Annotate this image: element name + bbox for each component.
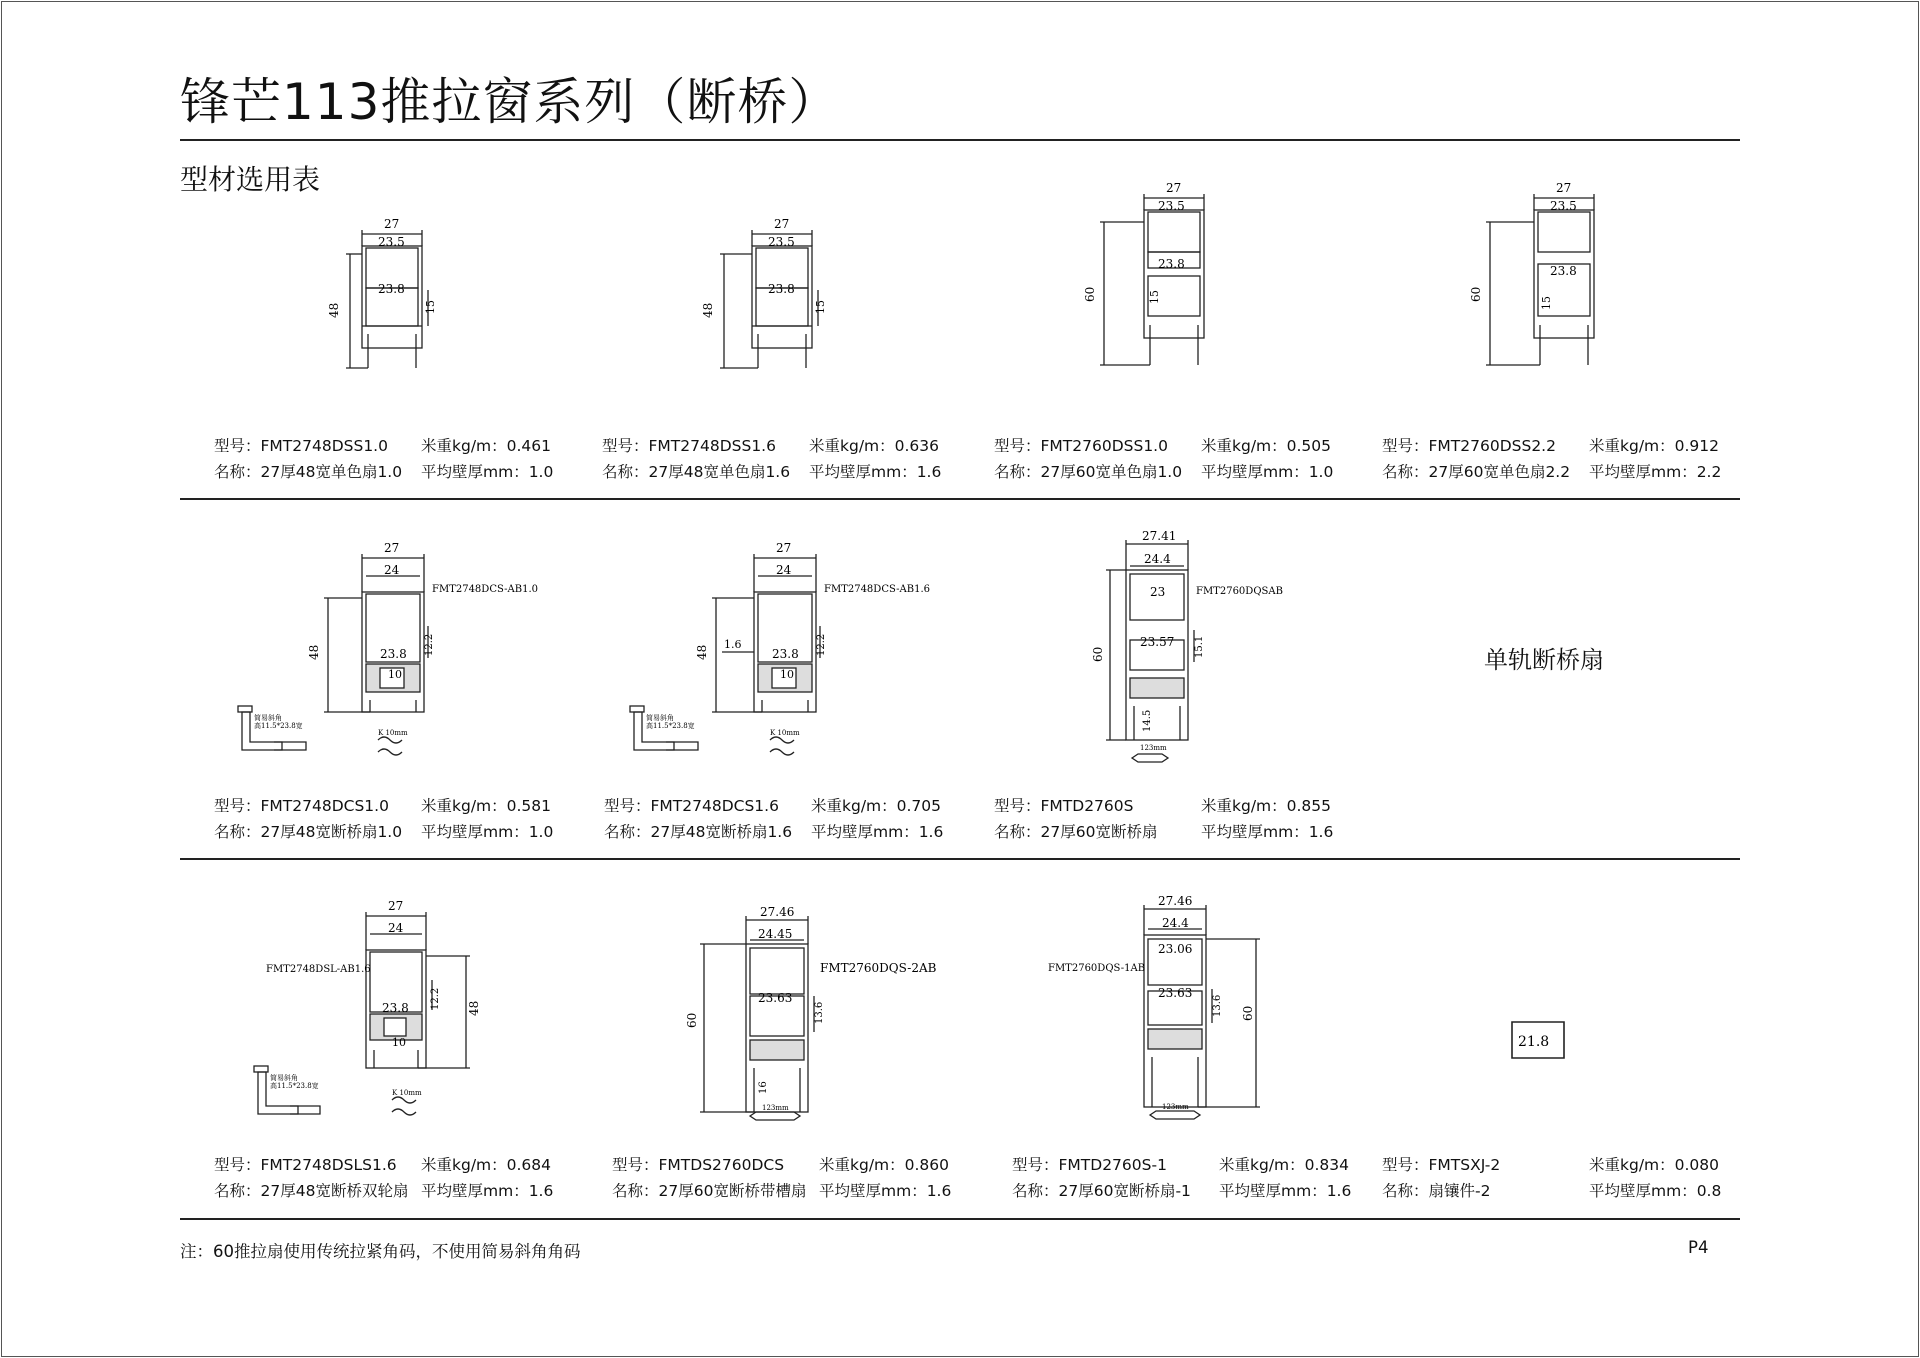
dim-mid: 23.8 bbox=[380, 647, 407, 661]
wall: 平均壁厚mm：1.6 bbox=[809, 463, 942, 481]
key-label: K 10mm bbox=[770, 729, 800, 737]
profile-section-diagram bbox=[230, 540, 560, 770]
wall: 平均壁厚mm：1.0 bbox=[421, 823, 554, 841]
dim-mid: 23.63 bbox=[758, 991, 793, 1005]
profile-section-diagram bbox=[1469, 180, 1628, 370]
profile-section-diagram bbox=[622, 540, 952, 770]
row-rule-3 bbox=[180, 1218, 1740, 1220]
dim-top: 27 bbox=[384, 217, 400, 231]
dim-side: 15 bbox=[424, 300, 437, 314]
profile-drawing-fmtsxj-2 bbox=[1500, 1010, 1580, 1070]
dim-side: 15 bbox=[1540, 296, 1553, 310]
dim-top: 27 bbox=[1556, 181, 1572, 195]
weight: 米重kg/m：0.684 bbox=[421, 1156, 552, 1174]
key-label: K 10mm bbox=[392, 1089, 422, 1097]
dim-inner: 23.5 bbox=[768, 235, 795, 249]
dim-inner: 23.5 bbox=[1550, 199, 1577, 213]
dim-height: 60 bbox=[1083, 286, 1097, 302]
row-rule-1 bbox=[180, 498, 1740, 500]
dim-side: 13.6 bbox=[1212, 994, 1223, 1017]
profile-section-diagram bbox=[1040, 895, 1340, 1125]
dim-mid: 23.06 bbox=[1158, 942, 1193, 956]
model: 型号：FMT2760DSS2.2 bbox=[1382, 437, 1556, 455]
dim-inner: 23.5 bbox=[1158, 199, 1185, 213]
profile-code: FMT2760DQS-1AB bbox=[1048, 963, 1146, 974]
name: 名称：27厚60宽断桥扇 bbox=[994, 823, 1158, 841]
weight: 米重kg/m：0.505 bbox=[1201, 437, 1332, 455]
dim-top: 27.46 bbox=[760, 905, 795, 919]
dim-bot: 10 bbox=[780, 668, 794, 681]
dim-mid2: 23.63 bbox=[1158, 986, 1193, 1000]
dim-height: 48 bbox=[307, 644, 321, 660]
dim-top: 27 bbox=[1166, 181, 1182, 195]
model: 型号：FMTD2760S-1 bbox=[1012, 1156, 1167, 1174]
profile-code: FMT2748DCS-AB1.0 bbox=[432, 584, 539, 595]
strip-label: 123mm bbox=[1140, 744, 1167, 752]
profile-section-diagram bbox=[1500, 1010, 1580, 1070]
name: 名称：27厚48宽单色扇1.6 bbox=[602, 463, 791, 481]
dim-bot: 16 bbox=[758, 1081, 769, 1094]
corner-size: 高11.5*23.8宽 bbox=[270, 1082, 319, 1090]
weight: 米重kg/m：0.855 bbox=[1201, 797, 1332, 815]
wall: 平均壁厚mm：1.6 bbox=[1219, 1182, 1352, 1200]
dim-bot: 10 bbox=[388, 668, 402, 681]
profile-code: FMT2760DQS-2AB bbox=[820, 961, 937, 975]
model: 型号：FMT2748DSLS1.6 bbox=[214, 1156, 397, 1174]
weight: 米重kg/m：0.705 bbox=[811, 797, 942, 815]
weight: 米重kg/m：0.860 bbox=[819, 1156, 950, 1174]
profile-code: FMT2748DCS-AB1.6 bbox=[824, 584, 931, 595]
dim-mid: 23.8 bbox=[772, 647, 799, 661]
dim-inner: 24 bbox=[388, 921, 404, 935]
weight: 米重kg/m：0.834 bbox=[1219, 1156, 1350, 1174]
dim-mid: 23.8 bbox=[382, 1001, 409, 1015]
corner-label: 简易斜角 bbox=[646, 714, 674, 722]
model: 型号：FMT2748DSS1.0 bbox=[214, 437, 388, 455]
dim-top: 27 bbox=[388, 899, 404, 913]
dim-top: 27 bbox=[776, 541, 792, 555]
dim-inner: 24 bbox=[384, 563, 400, 577]
row-rule-2 bbox=[180, 858, 1740, 860]
dim-side: 12.2 bbox=[816, 633, 827, 656]
dim-height: 48 bbox=[695, 644, 709, 660]
dim-height: 60 bbox=[1241, 1005, 1255, 1021]
dim-mid: 23.8 bbox=[1158, 257, 1185, 271]
profile-section-diagram bbox=[680, 900, 980, 1130]
key-label: K 10mm bbox=[378, 729, 408, 737]
strip-label: 123mm bbox=[1162, 1103, 1189, 1111]
dim-side: 12.2 bbox=[424, 633, 435, 656]
dim-inner: 24.45 bbox=[758, 927, 793, 941]
weight: 米重kg/m：0.461 bbox=[421, 437, 552, 455]
wall: 平均壁厚mm：1.6 bbox=[819, 1182, 952, 1200]
dim-extra: 1.6 bbox=[724, 638, 742, 651]
model: 型号：FMTD2760S bbox=[994, 797, 1134, 815]
page-title: 锋芒113推拉窗系列（断桥） bbox=[180, 73, 840, 131]
single-track-label: 单轨断桥扇 bbox=[1484, 646, 1604, 674]
name: 名称：27厚48宽断桥扇1.6 bbox=[604, 823, 793, 841]
dim-inner: 24 bbox=[776, 563, 792, 577]
name: 名称：27厚48宽单色扇1.0 bbox=[214, 463, 403, 481]
model: 型号：FMT2748DCS1.0 bbox=[214, 797, 389, 815]
dim-top: 27.41 bbox=[1142, 529, 1177, 543]
dim-height: 60 bbox=[685, 1012, 699, 1028]
dim-height: 60 bbox=[1091, 646, 1105, 662]
profile-section-diagram bbox=[310, 210, 460, 370]
dim-top: 27.46 bbox=[1158, 894, 1193, 908]
dim-mid: 23.8 bbox=[378, 282, 405, 296]
wall: 平均壁厚mm：0.8 bbox=[1589, 1182, 1722, 1200]
title-rule bbox=[180, 139, 1740, 141]
dim-side: 12.2 bbox=[430, 987, 441, 1010]
dim-side: 15.1 bbox=[1194, 635, 1205, 658]
wall: 平均壁厚mm：1.0 bbox=[421, 463, 554, 481]
wall: 平均壁厚mm：1.6 bbox=[1201, 823, 1334, 841]
page-number: P4 bbox=[1688, 1238, 1709, 1257]
corner-size: 高11.5*23.8宽 bbox=[254, 722, 303, 730]
dim-bot: 10 bbox=[392, 1036, 406, 1049]
name: 名称：扇镶件-2 bbox=[1382, 1182, 1491, 1200]
wall: 平均壁厚mm：1.6 bbox=[811, 823, 944, 841]
dim-height: 48 bbox=[701, 302, 715, 318]
name: 名称：27厚48宽断桥双轮扇 bbox=[214, 1182, 409, 1200]
profile-code: FMT2748DSL-AB1.6 bbox=[266, 964, 371, 975]
dim-mid2: 23.57 bbox=[1140, 635, 1175, 649]
weight: 米重kg/m：0.912 bbox=[1589, 437, 1720, 455]
wall: 平均壁厚mm：1.6 bbox=[421, 1182, 554, 1200]
dim-inner: 24.4 bbox=[1162, 916, 1189, 930]
model: 型号：FMTSXJ-2 bbox=[1382, 1156, 1501, 1174]
weight: 米重kg/m：0.080 bbox=[1589, 1156, 1720, 1174]
weight: 米重kg/m：0.636 bbox=[809, 437, 940, 455]
wall: 平均壁厚mm：2.2 bbox=[1589, 463, 1722, 481]
dim-bot: 14.5 bbox=[1142, 709, 1153, 732]
name: 名称：27厚60宽单色扇2.2 bbox=[1382, 463, 1571, 481]
dim-top: 27 bbox=[384, 541, 400, 555]
dim-side: 13.6 bbox=[814, 1001, 825, 1024]
model: 型号：FMT2748DCS1.6 bbox=[604, 797, 779, 815]
name: 名称：27厚60宽单色扇1.0 bbox=[994, 463, 1183, 481]
corner-size: 高11.5*23.8宽 bbox=[646, 722, 695, 730]
profile-section-diagram bbox=[700, 210, 850, 370]
profile-code: FMT2760DQSAB bbox=[1196, 586, 1283, 597]
profile-section-diagram bbox=[230, 900, 560, 1130]
corner-label: 简易斜角 bbox=[270, 1074, 298, 1082]
model: 型号：FMTDS2760DCS bbox=[612, 1156, 785, 1174]
dim-inner: 23.5 bbox=[378, 235, 405, 249]
profile-section-diagram bbox=[1090, 530, 1350, 770]
footnote: 注：60推拉扇使用传统拉紧角码，不使用简易斜角角码 bbox=[180, 1242, 581, 1261]
dim-inner: 21.8 bbox=[1518, 1034, 1550, 1050]
dim-mid: 23 bbox=[1150, 585, 1166, 599]
dim-top: 27 bbox=[774, 217, 790, 231]
dim-height: 60 bbox=[1469, 286, 1483, 302]
corner-label: 简易斜角 bbox=[254, 714, 282, 722]
name: 名称：27厚60宽断桥扇-1 bbox=[1012, 1182, 1191, 1200]
section-subtitle: 型材选用表 bbox=[180, 163, 321, 196]
weight: 米重kg/m：0.581 bbox=[421, 797, 552, 815]
name: 名称：27厚48宽断桥扇1.0 bbox=[214, 823, 403, 841]
dim-side: 15 bbox=[1148, 290, 1161, 304]
name: 名称：27厚60宽断桥带槽扇 bbox=[612, 1182, 807, 1200]
dim-height: 48 bbox=[327, 302, 341, 318]
dim-side: 15 bbox=[814, 300, 827, 314]
dim-height: 48 bbox=[467, 1000, 481, 1016]
wall: 平均壁厚mm：1.0 bbox=[1201, 463, 1334, 481]
model: 型号：FMT2760DSS1.0 bbox=[994, 437, 1168, 455]
dim-mid: 23.8 bbox=[768, 282, 795, 296]
dim-inner: 24.4 bbox=[1144, 552, 1171, 566]
strip-label: 123mm bbox=[762, 1104, 789, 1112]
model: 型号：FMT2748DSS1.6 bbox=[602, 437, 776, 455]
dim-mid: 23.8 bbox=[1550, 264, 1577, 278]
profile-section-diagram bbox=[1083, 180, 1240, 370]
